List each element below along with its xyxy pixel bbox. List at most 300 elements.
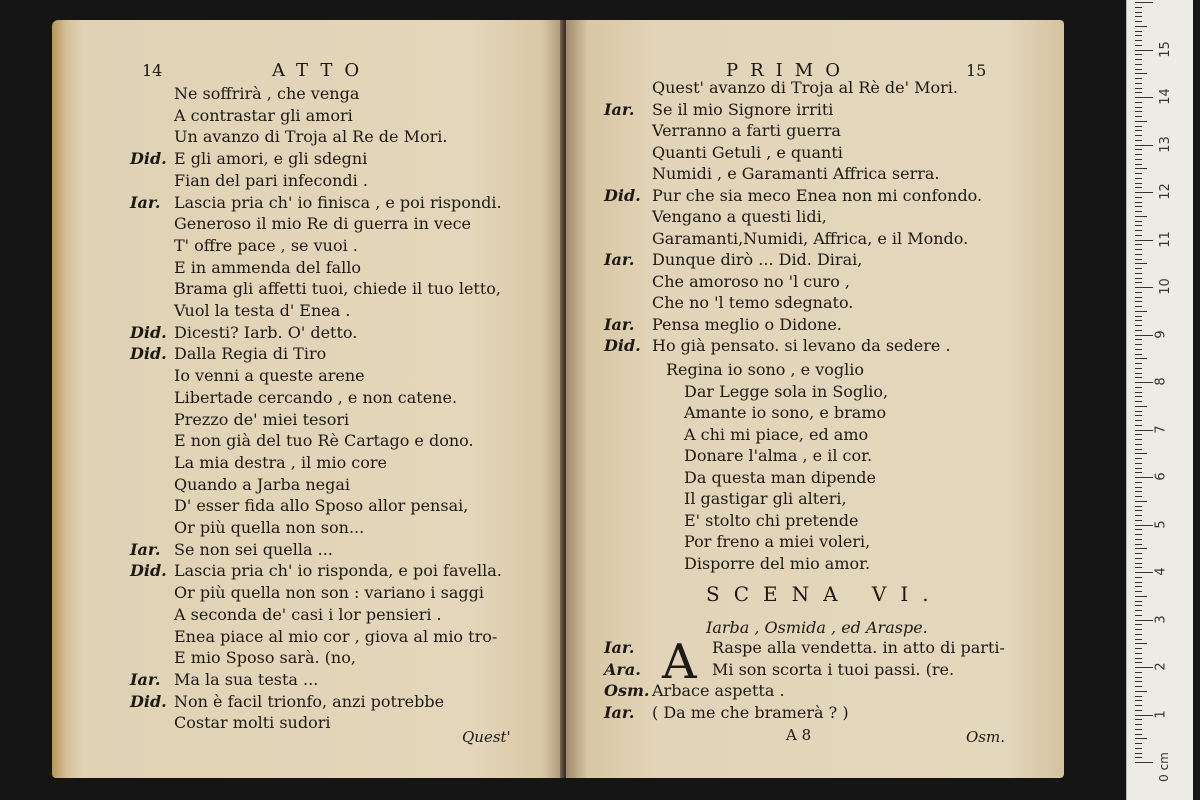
ruler-tick	[1135, 69, 1142, 70]
ruler-tick	[1135, 40, 1142, 41]
aria-line: Regina io sono , e voglio	[666, 360, 865, 379]
ruler-number: 13	[1157, 135, 1173, 153]
ruler-tick	[1135, 339, 1142, 340]
verse-text: Quando a Jarba negai	[174, 474, 350, 494]
text-line	[604, 229, 968, 249]
text-line	[130, 171, 368, 191]
verse-text: Numidi , e Garamanti Affrica serra.	[652, 164, 940, 183]
text-line	[130, 713, 331, 733]
text-line	[130, 475, 350, 495]
ruler-unit-label: 0 cm	[1156, 752, 1171, 782]
ruler-tick	[1135, 572, 1153, 573]
verse-text: Costar molti sudori	[174, 713, 331, 733]
ruler-tick	[1135, 662, 1142, 663]
ruler-tick	[1135, 7, 1142, 8]
ruler-tick	[1135, 449, 1142, 450]
verse-text: Prezzo de' miei tesori	[174, 409, 350, 429]
speaker-label: Iar.	[604, 702, 635, 722]
left-page	[52, 20, 564, 778]
ruler-tick	[1135, 415, 1142, 416]
text-line	[604, 100, 833, 120]
ruler-tick	[1135, 254, 1142, 255]
ruler-tick	[1135, 392, 1142, 393]
verse-text: Quanti Getuli , e quanti	[652, 142, 843, 162]
ruler-tick	[1135, 216, 1147, 217]
ruler-tick	[1135, 458, 1142, 459]
ruler-tick	[1135, 434, 1142, 435]
aria-line: Il gastigar gli alteri,	[684, 489, 847, 508]
verse-text: Che amoroso no 'l curo ,	[652, 271, 850, 291]
ruler-tick	[1135, 73, 1147, 74]
ruler-tick	[1135, 135, 1142, 136]
ruler-tick	[1135, 240, 1153, 241]
ruler-tick	[1135, 111, 1142, 112]
ruler-tick	[1135, 525, 1153, 526]
ruler-tick	[1135, 734, 1142, 735]
ruler-number: 12	[1157, 183, 1173, 200]
ruler-tick	[1135, 320, 1142, 321]
ruler-tick	[1135, 297, 1142, 298]
ruler-tick	[1135, 206, 1142, 207]
text-line	[604, 293, 853, 313]
ruler-tick	[1135, 463, 1142, 464]
ruler-tick	[1135, 563, 1142, 564]
verse-text: Arbace aspetta .	[652, 681, 785, 700]
text-line	[130, 106, 353, 126]
ruler-tick	[1135, 624, 1142, 625]
ruler-tick	[1135, 567, 1142, 568]
ruler-number: 9	[1153, 329, 1169, 339]
text-line	[130, 301, 350, 321]
ruler-tick	[1135, 164, 1142, 165]
ruler-tick	[1135, 686, 1142, 687]
ruler-tick	[1135, 344, 1142, 345]
speaker-label: Did.	[130, 322, 167, 342]
ruler-number: 10	[1157, 278, 1173, 295]
right-page	[566, 20, 1064, 778]
ruler-tick	[1135, 615, 1142, 616]
right-page-number: 15	[966, 61, 987, 80]
ruler-tick	[1135, 482, 1142, 483]
ruler-tick	[1135, 116, 1142, 117]
ruler-tick	[1135, 672, 1142, 673]
ruler-tick	[1135, 140, 1142, 141]
ruler-tick	[1135, 373, 1142, 374]
ruler-tick	[1135, 762, 1153, 763]
ruler-number: 3	[1153, 614, 1169, 624]
ruler-tick	[1135, 121, 1147, 122]
verse-text: Lascia pria ch' io finisca , e poi rispondi.	[174, 192, 502, 212]
ruler-tick	[1135, 681, 1142, 682]
ruler-tick	[1135, 377, 1142, 378]
ruler-tick	[1135, 420, 1142, 421]
speaker-label: Iar.	[130, 192, 161, 212]
text-line	[130, 258, 361, 278]
verse-text: Ne soffrirà , che venga	[174, 84, 360, 103]
verse-text: Quest' avanzo di Troja al Rè de' Mori.	[652, 78, 958, 97]
ruler-number: 2	[1153, 662, 1169, 671]
ruler-tick	[1135, 107, 1142, 108]
text-line	[130, 84, 359, 104]
text-line	[130, 279, 501, 299]
ruler-tick	[1135, 382, 1153, 383]
text-line	[130, 648, 356, 668]
left-page-number: 14	[142, 61, 163, 80]
ruler-tick	[1135, 311, 1147, 312]
text-line	[130, 453, 387, 473]
text-line	[130, 344, 326, 364]
ruler-tick	[1135, 411, 1142, 412]
verse-text: Dunque dirò ... Did. Dirai,	[652, 250, 863, 269]
ruler-tick	[1135, 268, 1142, 269]
ruler-tick	[1135, 667, 1153, 668]
ruler-tick	[1135, 596, 1147, 597]
ruler-tick	[1135, 477, 1153, 478]
ruler-tick	[1135, 21, 1142, 22]
verse-text: Raspe alla vendetta. in atto di parti-	[712, 638, 1005, 657]
ruler-tick	[1135, 444, 1142, 445]
ruler-tick	[1135, 97, 1153, 98]
verse-text: Brama gli affetti tuoi, chiede il tuo letto,	[174, 279, 501, 299]
ruler-tick	[1135, 548, 1147, 549]
right-catchword: Osm.	[966, 728, 1005, 746]
ruler-tick	[1135, 301, 1142, 302]
ruler-tick	[1135, 287, 1153, 288]
ruler-tick	[1135, 54, 1142, 55]
ruler-tick	[1135, 439, 1142, 440]
ruler-tick	[1135, 145, 1153, 146]
ruler-tick	[1135, 102, 1142, 103]
ruler-tick	[1135, 168, 1147, 169]
text-line	[604, 207, 827, 227]
ruler-number: 14	[1157, 88, 1173, 105]
verse-text: Or più quella non son : variano i saggi	[174, 583, 484, 603]
ruler-tick	[1135, 126, 1142, 127]
ruler-number: 5	[1153, 519, 1169, 529]
ruler-tick	[1135, 230, 1142, 231]
verse-text: Dicesti? Iarb. O' detto.	[174, 322, 358, 342]
ruler-tick	[1135, 183, 1142, 184]
text-line	[130, 410, 349, 430]
measurement-ruler	[1126, 0, 1193, 800]
text-line	[604, 143, 843, 163]
text-line	[604, 250, 862, 270]
ruler-tick	[1135, 601, 1142, 602]
ruler-tick	[1135, 159, 1142, 160]
ruler-tick	[1135, 211, 1142, 212]
aria-line: Dar Legge sola in Soglio,	[684, 381, 889, 401]
ruler-tick	[1135, 696, 1142, 697]
ruler-number: 6	[1153, 472, 1169, 481]
aria-line: Por freno a miei voleri,	[684, 532, 871, 551]
ruler-tick	[1135, 639, 1142, 640]
ruler-tick	[1135, 748, 1142, 749]
verse-text: Vengano a questi lidi,	[652, 207, 827, 226]
speaker-label: Iar.	[604, 250, 635, 269]
ruler-tick	[1135, 520, 1142, 521]
text-line	[130, 496, 468, 516]
text-line	[130, 127, 447, 147]
verse-text: Lascia pria ch' io risponda, e poi favella.	[174, 561, 502, 581]
verse-text: Ma la sua testa ...	[174, 669, 319, 689]
verse-text: E in ammenda del fallo	[174, 257, 362, 277]
ruler-tick	[1135, 26, 1147, 27]
verse-text: T' offre pace , se vuoi .	[174, 235, 358, 255]
verse-text: Verranno a farti guerra	[652, 121, 841, 140]
aria-line: Da questa man dipende	[684, 467, 876, 487]
ruler-tick	[1135, 273, 1142, 274]
ruler-tick	[1135, 35, 1142, 36]
verse-text: A seconda de' casi i lor pensieri .	[174, 604, 442, 624]
ruler-tick	[1135, 700, 1142, 701]
ruler-tick	[1135, 221, 1142, 222]
text-line	[130, 583, 484, 603]
ruler-tick	[1135, 16, 1142, 17]
ruler-tick	[1135, 487, 1142, 488]
ruler-tick	[1135, 430, 1153, 431]
speaker-label: Iar.	[604, 638, 635, 657]
verse-text: Mi son scorta i tuoi passi. (re.	[712, 659, 955, 679]
ruler-tick	[1135, 88, 1142, 89]
text-line	[604, 703, 849, 723]
ruler-tick	[1135, 363, 1142, 364]
ruler-tick	[1135, 677, 1142, 678]
ruler-tick	[1135, 658, 1142, 659]
text-line	[604, 681, 785, 701]
verse-text: D' esser fida allo Sposo allor pensai,	[174, 496, 469, 516]
text-line	[604, 336, 951, 356]
ruler-tick	[1135, 743, 1142, 744]
speaker-label: Iar.	[604, 99, 635, 119]
ruler-tick	[1135, 130, 1142, 131]
ruler-tick	[1135, 729, 1142, 730]
speaker-label: Did.	[130, 344, 167, 364]
ruler-tick	[1135, 292, 1142, 293]
drop-cap: A	[662, 634, 697, 690]
ruler-tick	[1135, 50, 1153, 51]
text-line	[130, 366, 365, 386]
speaker-label: Did.	[130, 691, 167, 711]
ruler-tick	[1135, 330, 1142, 331]
ruler-tick	[1135, 316, 1142, 317]
ruler-tick	[1135, 154, 1142, 155]
ruler-tick	[1135, 634, 1142, 635]
ruler-tick	[1135, 591, 1142, 592]
verse-text: Non è facil trionfo, anzi potrebbe	[174, 691, 445, 711]
ruler-tick	[1135, 425, 1142, 426]
verse-text: Dalla Regia di Tiro	[174, 344, 327, 364]
ruler-tick	[1135, 705, 1142, 706]
ruler-tick	[1135, 354, 1142, 355]
ruler-tick	[1135, 620, 1153, 621]
ruler-tick	[1135, 610, 1142, 611]
ruler-tick	[1135, 529, 1142, 530]
ruler-tick	[1135, 187, 1142, 188]
verse-text: Vuol la testa d' Enea .	[174, 301, 351, 320]
ruler-tick	[1135, 738, 1147, 739]
ruler-tick	[1135, 78, 1142, 79]
text-line	[604, 78, 958, 98]
ruler-tick	[1135, 192, 1153, 193]
text-line	[130, 149, 367, 169]
speaker-label: Did.	[130, 561, 167, 581]
ruler-tick	[1135, 753, 1142, 754]
aria-line: Disporre del mio amor.	[684, 553, 871, 573]
ruler-tick	[1135, 64, 1142, 65]
verse-text: Ho già pensato. si levano da sedere .	[652, 336, 951, 355]
verse-text: Pur che sia meco Enea non mi confondo.	[652, 185, 983, 205]
ruler-tick	[1135, 92, 1142, 93]
text-line	[130, 670, 318, 690]
text-line	[130, 236, 358, 256]
verse-text: Libertade cercando , e non catene.	[174, 387, 458, 407]
ruler-tick	[1135, 45, 1142, 46]
ruler-tick	[1135, 453, 1147, 454]
verse-text: Pensa meglio o Didone.	[652, 314, 842, 334]
ruler-tick	[1135, 510, 1142, 511]
verse-text: Garamanti,Numidi, Affrica, e il Mondo.	[652, 228, 969, 248]
ruler-tick	[1135, 582, 1142, 583]
scene-title: SCENA VI.	[706, 582, 943, 606]
ruler-tick	[1135, 605, 1142, 606]
ruler-tick	[1135, 757, 1142, 758]
speaker-label: Ara.	[604, 659, 641, 679]
left-running-header: ATTO	[272, 60, 372, 81]
text-line	[130, 561, 502, 581]
ruler-tick	[1135, 710, 1142, 711]
ruler-tick	[1135, 387, 1142, 388]
ruler-tick	[1135, 577, 1142, 578]
ruler-tick	[1135, 629, 1142, 630]
ruler-tick	[1135, 515, 1142, 516]
ruler-tick	[1135, 715, 1153, 716]
text-line	[604, 121, 841, 141]
ruler-tick	[1135, 83, 1142, 84]
ruler-tick	[1135, 534, 1142, 535]
ruler-tick	[1135, 401, 1142, 402]
ruler-tick	[1135, 202, 1142, 203]
ruler-tick	[1135, 368, 1142, 369]
ruler-tick	[1135, 648, 1142, 649]
ruler-number: 4	[1153, 567, 1169, 576]
ruler-tick	[1135, 235, 1142, 236]
right-running-header: PRIMO	[726, 60, 852, 81]
verse-text: E mio Sposo sarà. (no,	[174, 648, 356, 668]
ruler-tick	[1135, 468, 1142, 469]
text-line	[130, 627, 497, 647]
speaker-label: Osm.	[604, 681, 650, 700]
ruler-tick	[1135, 396, 1142, 397]
text-line	[130, 605, 442, 625]
ruler-number: 7	[1153, 424, 1169, 434]
ruler-tick	[1135, 406, 1147, 407]
ruler-tick	[1135, 558, 1142, 559]
text-line	[604, 660, 954, 680]
text-line	[604, 186, 982, 206]
text-line	[130, 323, 357, 343]
text-line	[604, 164, 940, 184]
ruler-tick	[1135, 335, 1153, 336]
verse-text: Che no 'l temo sdegnato.	[652, 293, 854, 312]
text-line	[130, 388, 457, 408]
open-book	[52, 20, 1064, 778]
speaker-label: Did.	[604, 336, 641, 355]
ruler-tick	[1135, 653, 1142, 654]
aria-line: E' stolto chi pretende	[684, 510, 859, 530]
ruler-tick	[1135, 173, 1142, 174]
ruler-number: 11	[1157, 230, 1173, 248]
ruler-tick	[1135, 59, 1142, 60]
verse-text: A contrastar gli amori	[174, 105, 353, 125]
speaker-label: Iar.	[604, 314, 635, 334]
ruler-tick	[1135, 544, 1142, 545]
ruler-tick	[1135, 506, 1142, 507]
verse-text: Fian del pari infecondi .	[174, 170, 368, 190]
ruler-tick	[1135, 719, 1142, 720]
ruler-tick	[1135, 306, 1142, 307]
verse-text: ( Da me che bramerà ? )	[652, 702, 849, 722]
verse-text: Generoso il mio Re di guerra in vece	[174, 214, 471, 234]
ruler-tick	[1135, 12, 1142, 13]
text-line	[604, 272, 850, 292]
ruler-tick	[1135, 325, 1142, 326]
ruler-tick	[1135, 249, 1142, 250]
speaker-label: Did.	[130, 149, 167, 169]
aria-line: Amante io sono, e bramo	[684, 403, 887, 422]
ruler-number: 15	[1157, 40, 1173, 58]
ruler-tick	[1135, 724, 1142, 725]
verse-text: La mia destra , il mio core	[174, 452, 387, 472]
ruler-tick	[1135, 586, 1142, 587]
text-line	[130, 692, 444, 712]
verse-text: E non già del tuo Rè Cartago e dono.	[174, 431, 474, 451]
ruler-tick	[1135, 197, 1142, 198]
text-line	[604, 315, 842, 335]
text-line	[604, 638, 1005, 658]
ruler-tick	[1135, 278, 1142, 279]
ruler-tick	[1135, 691, 1147, 692]
ruler-tick	[1135, 244, 1142, 245]
speaker-label: Iar.	[130, 539, 161, 559]
verse-text: Io venni a queste arene	[174, 366, 365, 386]
ruler-number: 8	[1153, 377, 1169, 386]
speaker-label: Iar.	[130, 669, 161, 689]
text-line	[130, 431, 474, 451]
text-line	[130, 193, 502, 213]
scene-cast: Iarba , Osmida , ed Araspe.	[706, 618, 928, 637]
ruler-tick	[1135, 643, 1147, 644]
ruler-tick	[1135, 149, 1142, 150]
verse-text: E gli amori, e gli sdegni	[174, 149, 368, 169]
verse-text: Enea piace al mio cor , giova al mio tro-	[174, 626, 498, 646]
ruler-tick	[1135, 539, 1142, 540]
ruler-number: 1	[1153, 709, 1169, 719]
ruler-tick	[1135, 263, 1147, 264]
ruler-tick	[1135, 2, 1153, 3]
text-line	[130, 540, 333, 560]
ruler-tick	[1135, 178, 1142, 179]
ruler-tick	[1135, 282, 1142, 283]
verse-text: Un avanzo di Troja al Re de Mori.	[174, 127, 448, 147]
verse-text: Se il mio Signore irriti	[652, 99, 834, 119]
ruler-tick	[1135, 472, 1142, 473]
aria-line: A chi mi piace, ed amo	[684, 424, 869, 444]
ruler-tick	[1135, 553, 1142, 554]
text-line	[130, 214, 471, 234]
ruler-tick	[1135, 31, 1142, 32]
ruler-tick	[1135, 491, 1142, 492]
left-catchword: Quest'	[462, 728, 511, 746]
